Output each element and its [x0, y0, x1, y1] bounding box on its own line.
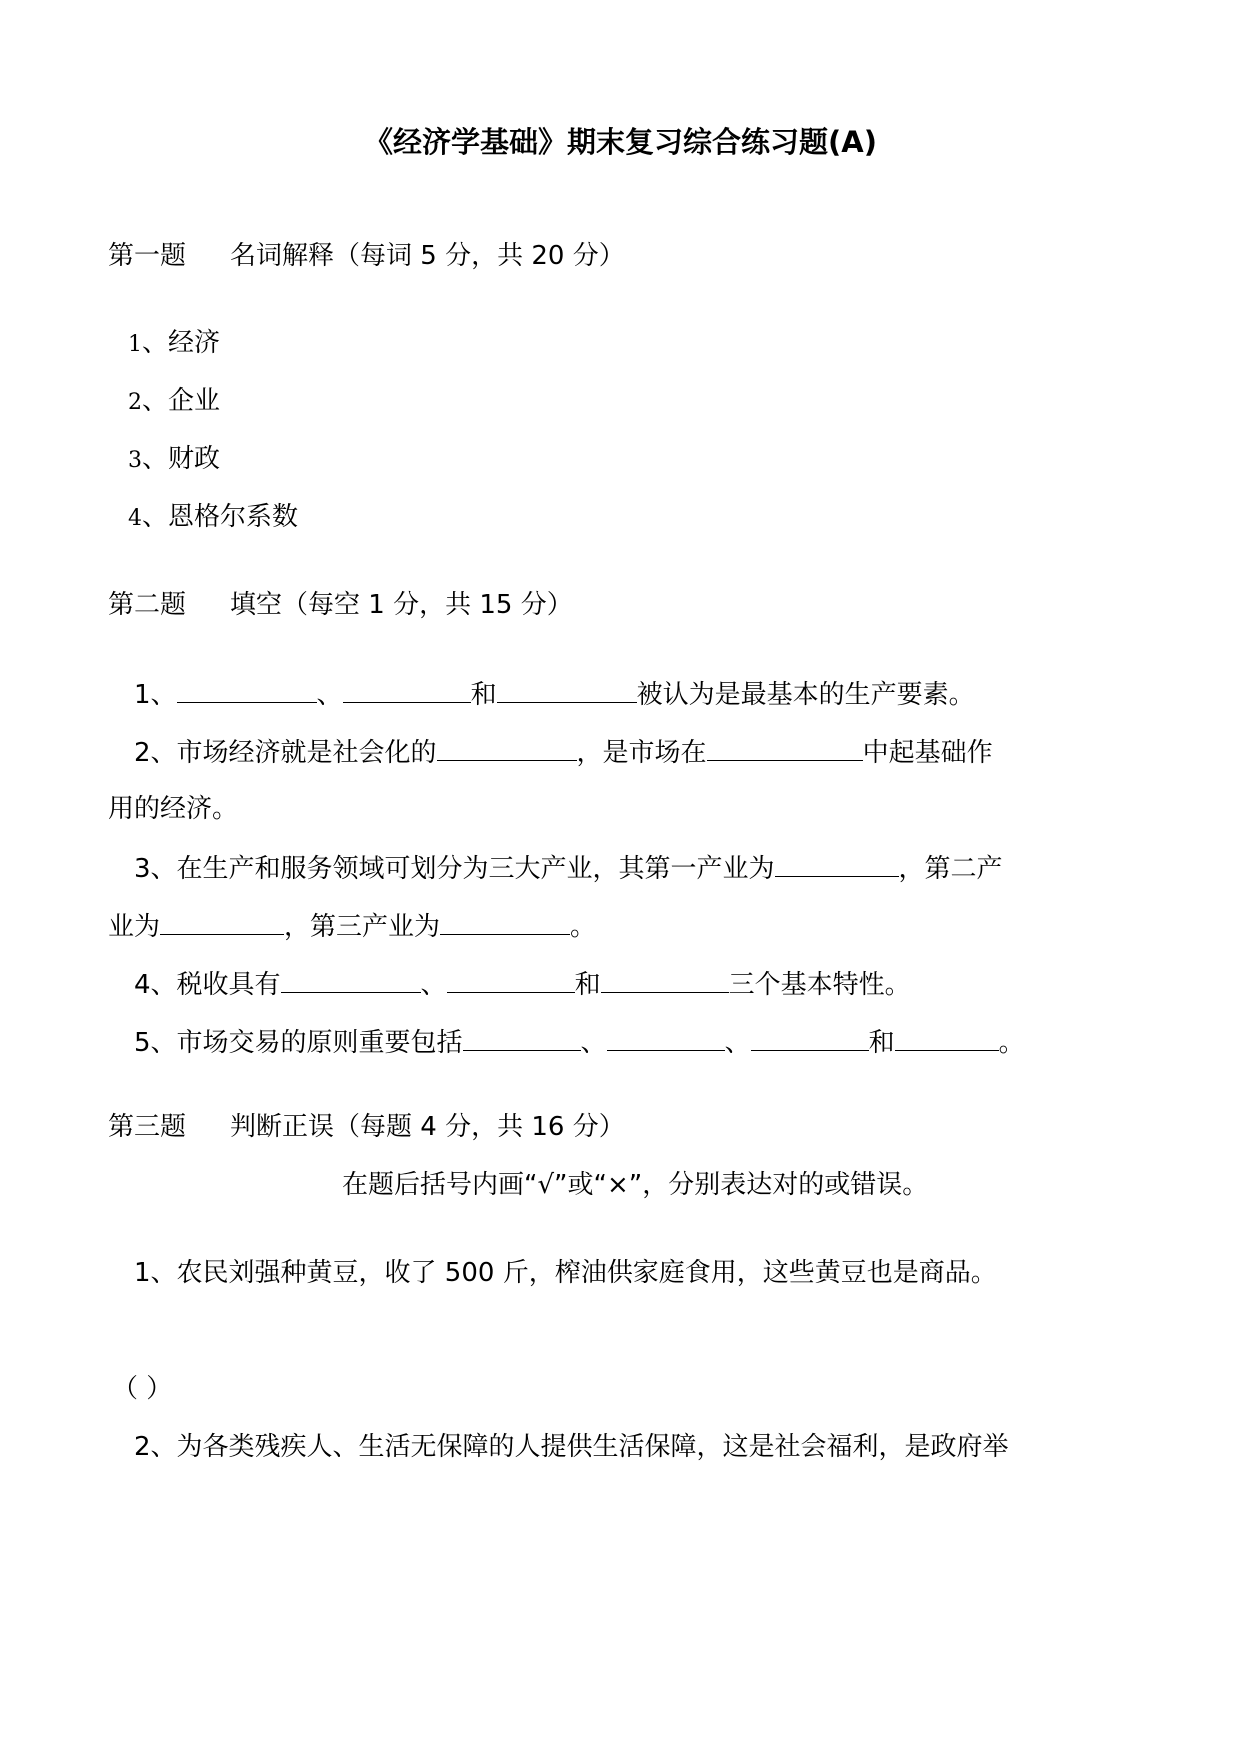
- fill-question-2: 2、市场经济就是社会化的 ，是市场在 中起基础作: [134, 738, 993, 768]
- section1-heading: [108, 243, 625, 269]
- fill-question-2-cont: 用的经济。: [108, 794, 239, 824]
- section2-heading: [108, 592, 573, 618]
- fill-question-1: 1、 、 和 被认为是最基本的生产要素。: [134, 680, 975, 710]
- section3-instruction: 在题后括号内画“√”或“×”，分别表达对的或错误。: [342, 1170, 929, 1200]
- fill-question-3-cont: 业为 ，第三产业为 。: [108, 912, 597, 942]
- answer-blank[interactable]: [440, 912, 570, 935]
- answer-blank[interactable]: [177, 680, 317, 703]
- judge-question-2: 2、为各类残疾人、生活无保障的人提供生活保障，这是社会福利，是政府举: [134, 1432, 1009, 1462]
- item-number: 4: [128, 506, 142, 531]
- answer-blank[interactable]: [437, 738, 577, 761]
- item-text: 恩格尔系数: [168, 502, 299, 532]
- answer-blank[interactable]: [281, 970, 421, 993]
- section2-label: 第二题: [108, 590, 187, 620]
- answer-blank[interactable]: [707, 738, 863, 761]
- page-title: 《经济学基础》期末复习综合练习题(A): [364, 125, 877, 159]
- fill-question-4: 4、税收具有 、 和 三个基本特性。: [134, 970, 911, 1000]
- list-item: 3、财政: [128, 444, 221, 474]
- answer-blank[interactable]: [607, 1028, 725, 1051]
- fill-question-3: 3、在生产和服务领域可划分为三大产业，其第一产业为 ，第二产: [134, 854, 1003, 884]
- item-number: 2: [128, 390, 142, 415]
- section3-heading: [108, 1114, 625, 1140]
- answer-blank[interactable]: [160, 912, 284, 935]
- answer-blank[interactable]: [601, 970, 729, 993]
- section1-label: 第一题: [108, 241, 187, 271]
- fill-question-5: 5、市场交易的原则重要包括 、 、 和 。: [134, 1028, 1025, 1058]
- list-item: 1、经济: [128, 328, 221, 358]
- item-number: 1: [128, 332, 142, 357]
- section1-title: 名词解释（每词 5 分，共 20 分）: [230, 241, 625, 271]
- item-text: 财政: [168, 444, 221, 474]
- list-item: 2、企业: [128, 386, 221, 416]
- answer-blank[interactable]: [497, 680, 637, 703]
- section2-title: 填空（每空 1 分，共 15 分）: [230, 590, 573, 620]
- item-text: 企业: [168, 386, 221, 416]
- answer-blank[interactable]: [463, 1028, 581, 1051]
- section3-title: 判断正误（每题 4 分，共 16 分）: [230, 1112, 625, 1142]
- answer-blank[interactable]: [343, 680, 471, 703]
- answer-parentheses[interactable]: （ ）: [112, 1374, 173, 1404]
- answer-blank[interactable]: [447, 970, 575, 993]
- item-number: 3: [128, 448, 142, 473]
- judge-question-1: 1、农民刘强种黄豆，收了 500 斤，榨油供家庭食用，这些黄豆也是商品。: [134, 1258, 997, 1288]
- item-text: 经济: [168, 328, 221, 358]
- answer-blank[interactable]: [895, 1028, 999, 1051]
- list-item: 4、恩格尔系数: [128, 502, 299, 532]
- answer-blank[interactable]: [751, 1028, 869, 1051]
- section3-label: 第三题: [108, 1112, 187, 1142]
- answer-blank[interactable]: [775, 854, 899, 877]
